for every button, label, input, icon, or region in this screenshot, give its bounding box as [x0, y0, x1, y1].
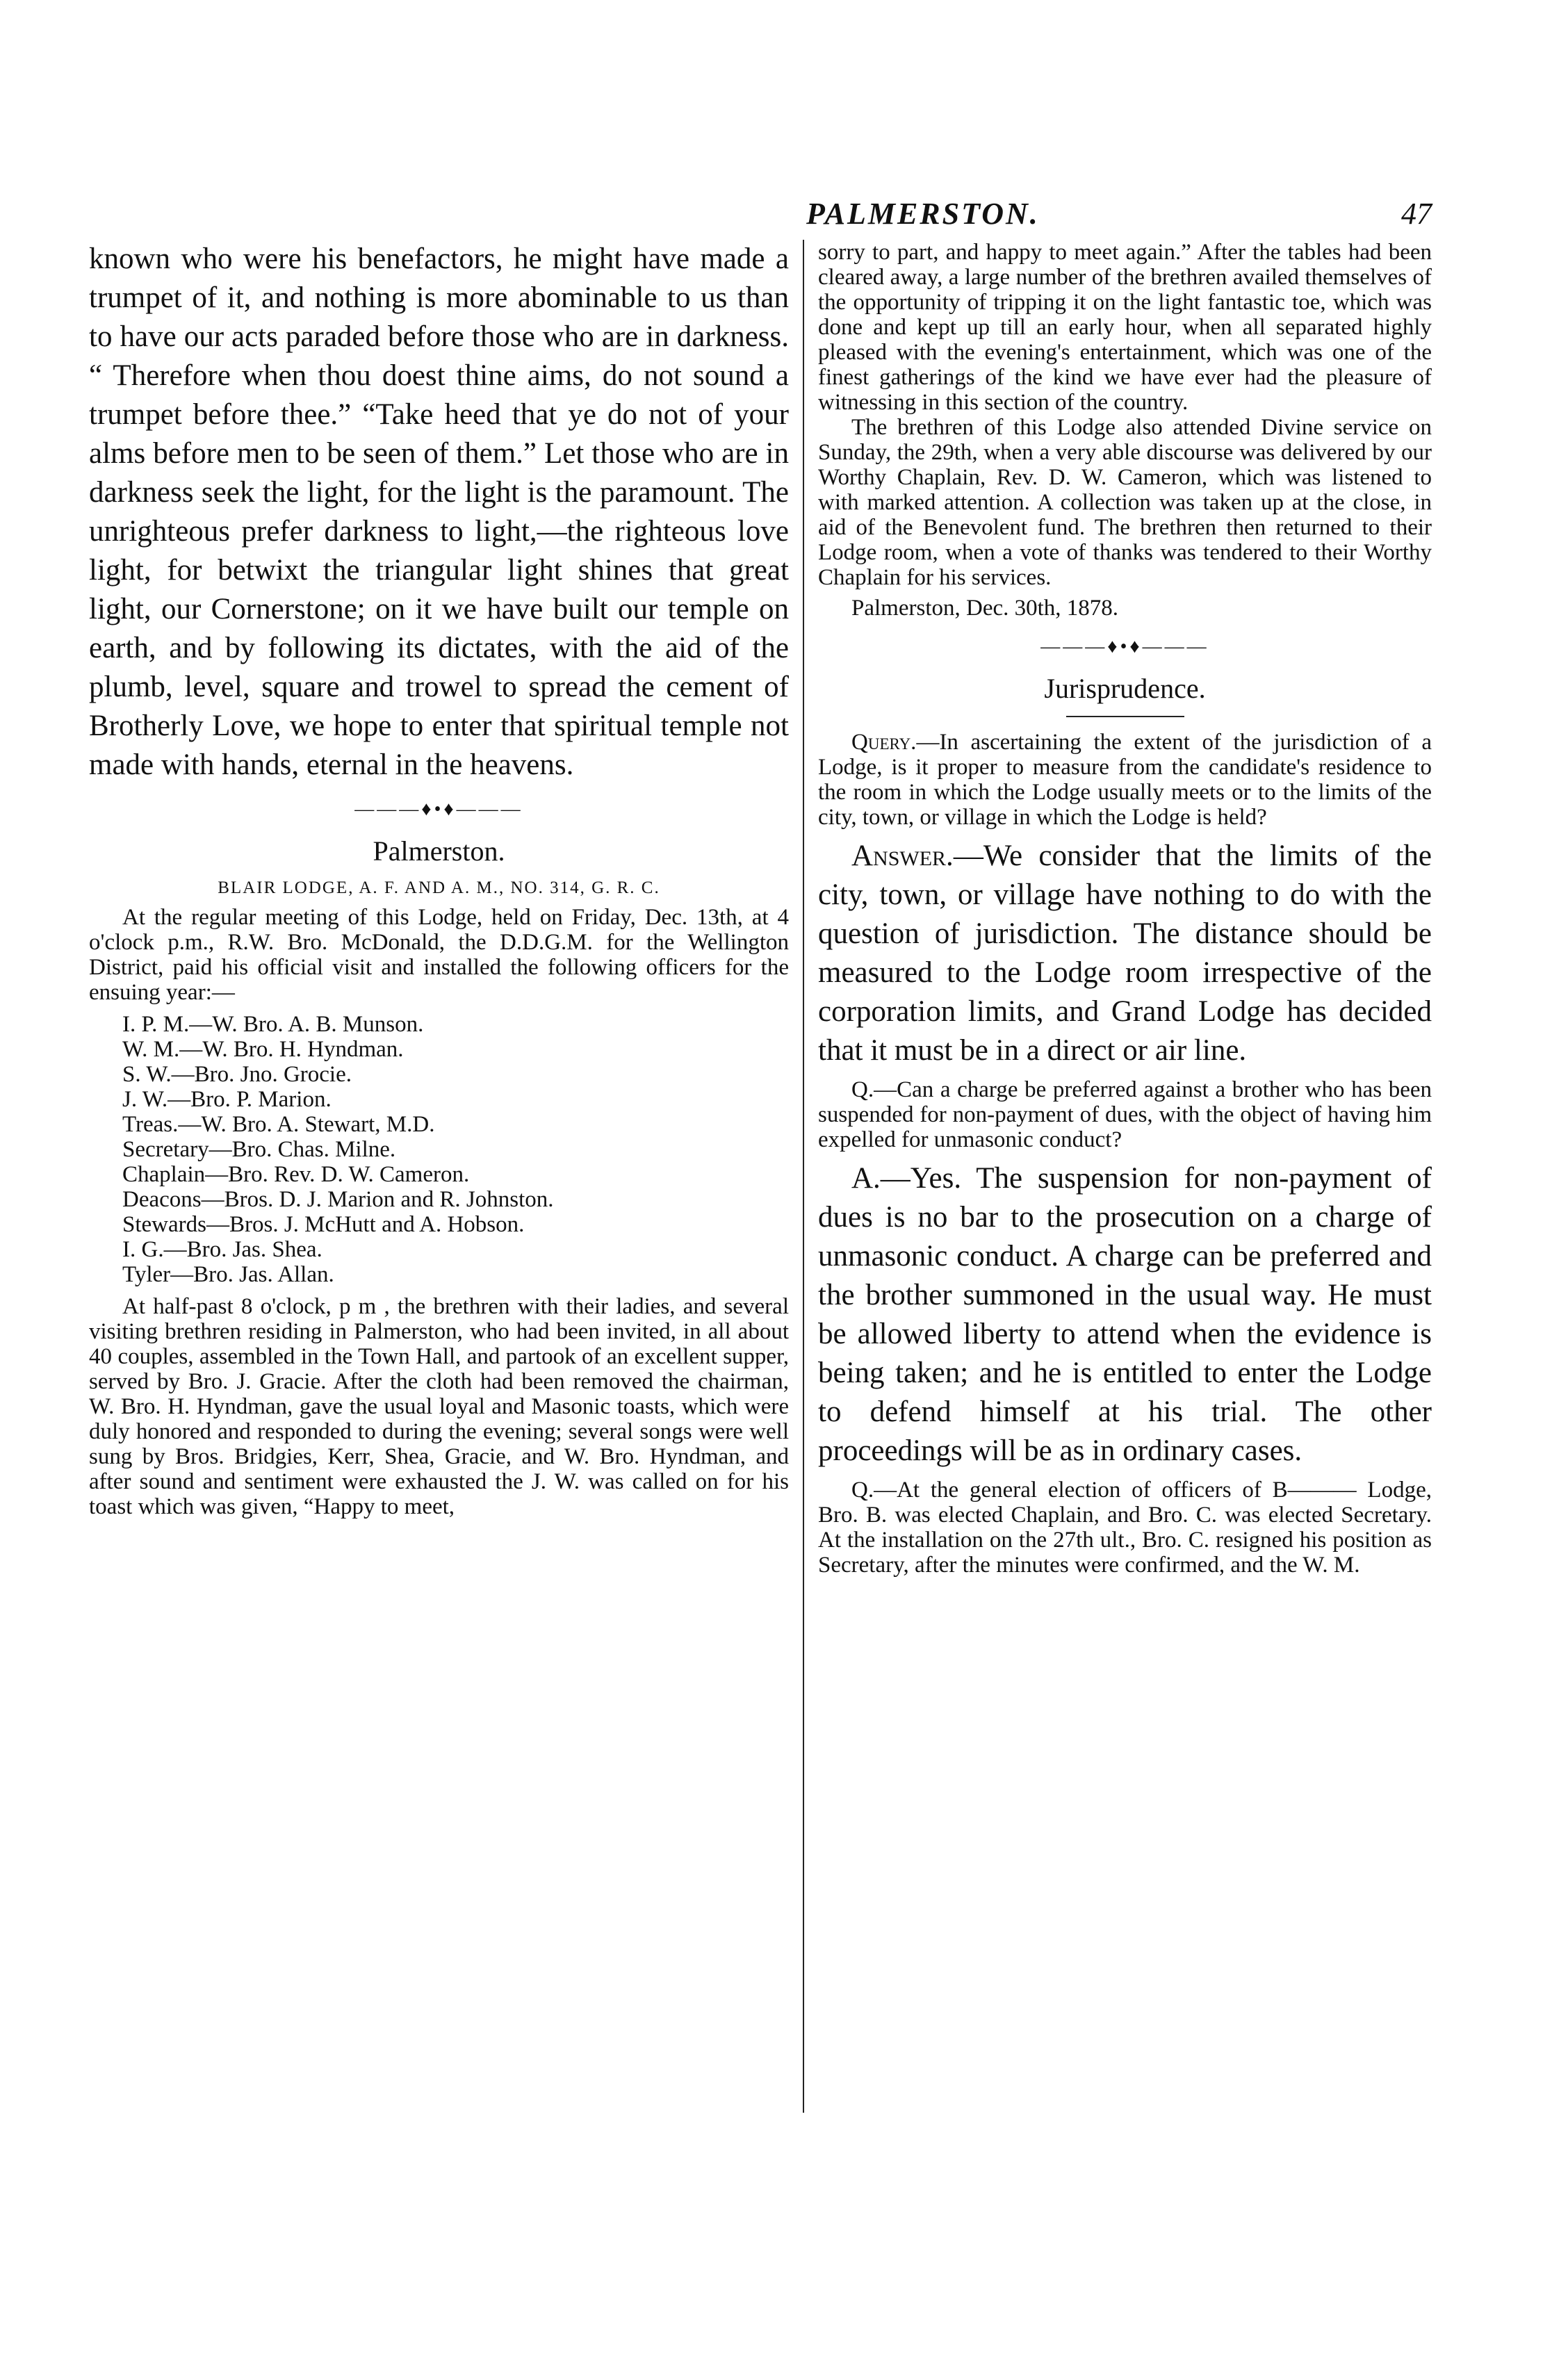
officer-line: Secretary—Bro. Chas. Milne.	[122, 1137, 396, 1162]
lodge-line: BLAIR LODGE, A. F. AND A. M., NO. 314, G. R. C.	[218, 878, 660, 897]
officer-list	[89, 1012, 789, 1287]
left-column	[89, 240, 789, 1519]
query-label: Query.	[851, 730, 917, 755]
answer-2: A.—Yes. The suspension for non-payment of dues is no bar to the prosecution on a charge of unmasonic conduct. A charge can be preferred and the brother summoned in the usual way. He must be allowed liberty to attend when the evidence is being taken; and he is entitled to enter the Lodge to defend himself at his trial. The other proceedings will be as in ordinary cases.	[818, 1162, 1432, 1467]
column-divider	[803, 240, 804, 2113]
meeting-intro: At the regular meeting of this Lodge, held on Friday, Dec. 13th, at 4 o'clock p.m., R.W. Bro. McDonald, the D.D.G.M. for the Wellington District, paid his official visit and installed the following officers for the ensuing year:—	[89, 905, 789, 1005]
page-number: 47	[1401, 197, 1432, 231]
essay-continuation: known who were his benefactors, he might have made a trumpet of it, and nothing is more abominable to us than to have our acts paraded before those who are in darkness. “ Therefore when thou doest thine aims, do not sound a trumpet before thee.” “Take heed that ye do not of your alms before men to be seen of them.” Let those who are in darkness seek the light, for the light is the paramount. The unrighteous prefer darkness to light,—the righteous love light, for betwixt the triangular light shines that great light, our Cornerstone; on it we have built our temple on earth, and by following its dictates, with the aid of the plumb, level, square and trowel to spread the cement of Brotherly Love, we hope to enter that spiritual temple not made with hands, eternal in the heavens.	[89, 243, 789, 781]
running-title: PALMERSTON.	[806, 197, 1040, 231]
officer-line: I. G.—Bro. Jas. Shea.	[122, 1237, 322, 1262]
answer-1	[818, 837, 1432, 1070]
banquet-paragraph: At half-past 8 o'clock, p m , the brethren with their ladies, and several visiting brethren residing in Palmerston, who had been invited, in all about 40 couples, assembled in the Town Hall, and partook of an excellent supper, served by Bro. J. Gracie. After the cloth had been removed the chairman, W. Bro. H. Hyndman, gave the usual loyal and Masonic toasts, which were duly honored and responded to during the evening; several songs were well sung by Bros. Bridgies, Kerr, Shea, Gracie, and W. Bro. Hyndman, and after sound and sentiment were exhausted the J. W. was called on for his toast which was given, “Happy to meet,	[89, 1294, 789, 1519]
page-header	[806, 196, 1432, 238]
right-column	[818, 240, 1432, 1578]
divine-service-paragraph: The brethren of this Lodge also attended Divine service on Sunday, the 29th, when a very able discourse was delivered by our Worthy Chaplain, Rev. D. W. Cameron, which was listened to with marked attention. A collection was taken up at the close, in aid of the Benevolent fund. The brethren then returned to their Lodge room, when a vote of thanks was tendered to their Worthy Chaplain for his services.	[818, 415, 1432, 590]
query-3: Q.—At the general election of officers of B——— Lodge, Bro. B. was elected Chaplain, and Bro. C. was elected Secretary. At the installation on the 27th ult., Bro. C. resigned his position as Secretary, after the minutes were confirmed, and the W. M.	[818, 1478, 1432, 1578]
officer-line: Stewards—Bros. J. McHutt and A. Hobson.	[122, 1212, 525, 1237]
query-2: Q.—Can a charge be preferred against a brother who has been suspended for non-payment of dues, with the object of having him expelled for unmasonic conduct?	[818, 1077, 1432, 1152]
officer-line: Tyler—Bro. Jas. Allan.	[122, 1262, 334, 1287]
answer-label: Answer.	[851, 840, 954, 872]
officer-line: Treas.—W. Bro. A. Stewart, M.D.	[122, 1112, 435, 1137]
title-rule	[1066, 716, 1184, 717]
officer-line: Deacons—Bros. D. J. Marion and R. Johnston.	[122, 1187, 554, 1212]
banquet-continuation: sorry to part, and happy to meet again.” After the tables had been cleared away, a large number of the brethren availed themselves of the opportunity of tripping it on the light fantastic toe, which was done and kept up till an early hour, when all separated highly pleased with the evening's entertainment, which was one of the finest gatherings of the kind we have ever had the pleasure of witnessing in this section of the country.	[818, 240, 1432, 415]
officer-line: S. W.—Bro. Jno. Grocie.	[122, 1062, 352, 1087]
dateline: Palmerston, Dec. 30th, 1878.	[851, 596, 1119, 621]
section-ornament: ———♦•♦———	[1040, 636, 1209, 657]
query-1	[818, 730, 1432, 830]
section-title-palmerston: Palmerston.	[373, 835, 505, 867]
section-ornament: ———♦•♦———	[354, 799, 523, 820]
officer-line: J. W.—Bro. P. Marion.	[122, 1087, 332, 1112]
officer-line: I. P. M.—W. Bro. A. B. Munson.	[122, 1012, 424, 1037]
officer-line: W. M.—W. Bro. H. Hyndman.	[122, 1037, 404, 1062]
section-title-jurisprudence: Jurisprudence.	[1044, 673, 1206, 704]
answer-text: —We consider that the limits of the city, town, or village have nothing to do with the question of jurisdiction. The distance should be measured to the Lodge room irrespective of the corporation limits, and Grand Lodge has decided that it must be in a direct or air line.	[818, 840, 1432, 1067]
query-text: —In ascertaining the extent of the jurisdiction of a Lodge, is it proper to measure from the candidate's residence to the room in which the Lodge usually meets or to the limits of the city, town, or village in which the Lodge is held?	[818, 730, 1432, 830]
officer-line: Chaplain—Bro. Rev. D. W. Cameron.	[122, 1162, 470, 1187]
